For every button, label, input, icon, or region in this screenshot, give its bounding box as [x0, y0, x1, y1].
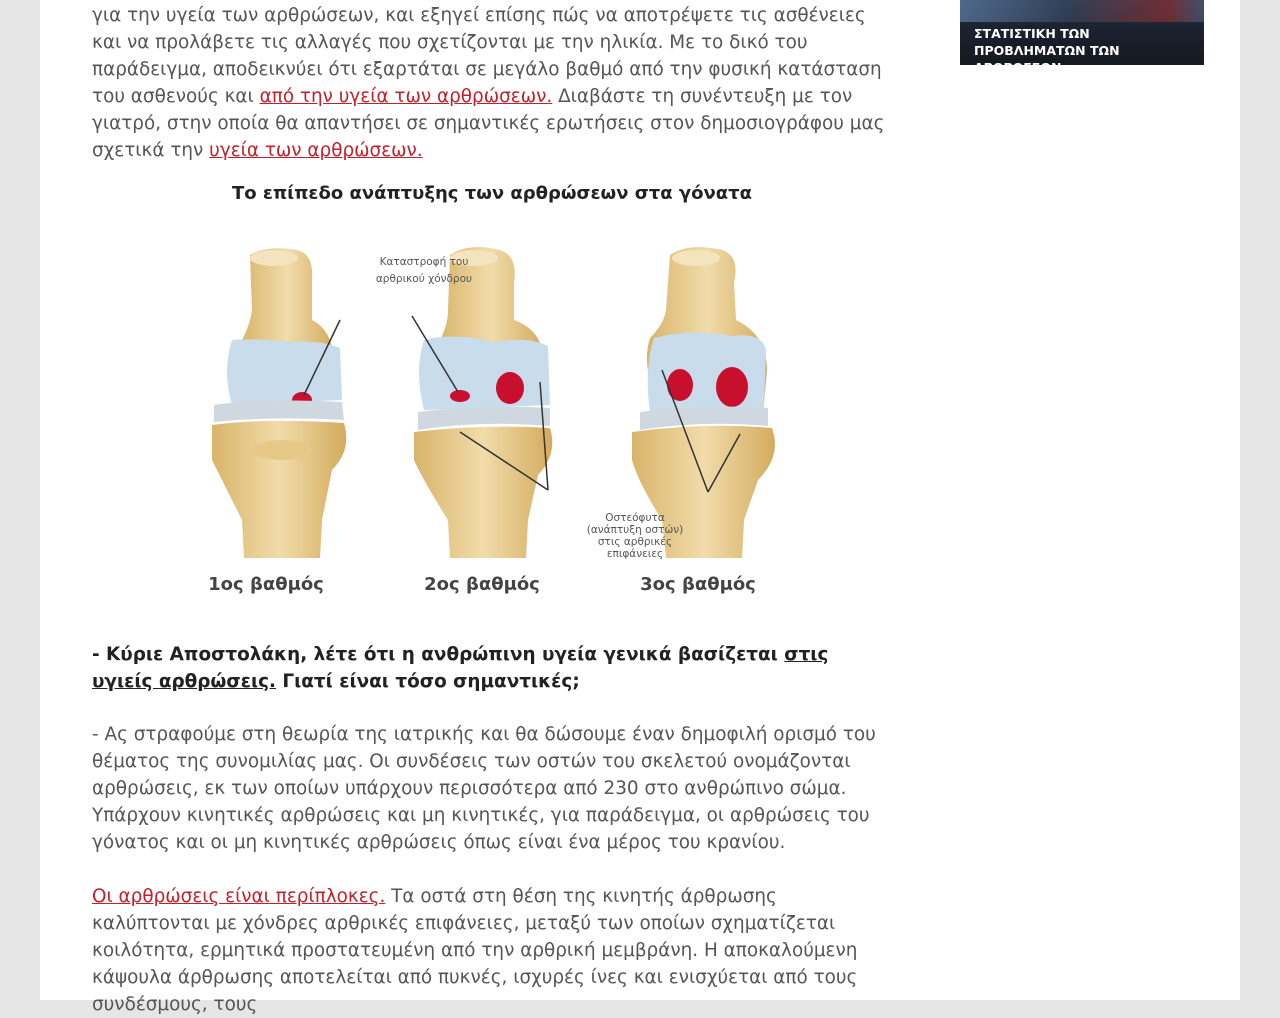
label-osteo-line2: (ανάπτυξη οστών): [586, 524, 684, 536]
sidebar-card-image: [960, 0, 1204, 22]
grade-2-label: 2ος βαθμός: [424, 574, 540, 595]
joints-complex-paragraph: [92, 883, 892, 1018]
grade-3-label: 3ος βαθμός: [640, 574, 756, 595]
question-text-1: - Κύριε Αποστολάκη, λέτε ότι η ανθρώπινη υγεία γενικά βασίζεται: [92, 644, 785, 665]
link-healthy-joints[interactable]: στις υγιείς αρθρώσεις.: [92, 644, 829, 692]
sidebar-card-statistics[interactable]: [960, 0, 1204, 75]
intro-text-2: Διαβάστε τη συνέντευξη με τον γιατρό, στην οποία θα απαντήσει σε σημαντικές ερωτήσεις στον δημοσιογράφου μας σχετικά την: [92, 86, 885, 161]
question-text-2: Γιατί είναι τόσο σημαντικές;: [276, 671, 580, 692]
joints-complex-text: Τα οστά στη θέση της κινητής άρθρωσης καλύπτονται με χόνδρες αρθρικές επιφάνειες, μεταξύ των οποίων σχηματίζεται κοιλότητα, ερμητικά προστατευμένη από την αρθρική μεμβράνη. Η αποκαλούμενη κάψουλα άρθρωσης αποτελείται από πυκνές, ισχυρές ίνες και ενισχύεται από τους συνδέσμους, τους: [92, 886, 858, 1015]
knee-grade-2: [412, 247, 552, 558]
label-osteo-line1: Οστεόφυτα: [605, 512, 665, 524]
link-joints-complex[interactable]: Οι αρθρώσεις είναι περίπλοκες.: [92, 886, 386, 907]
label-cartilage-line2: αρθρικού χόνδρου: [375, 273, 473, 285]
label-osteo-line4: επιφάνειες: [606, 548, 664, 560]
interview-question: [92, 641, 892, 695]
link-joint-health-1[interactable]: από την υγεία των αρθρώσεων.: [259, 86, 553, 107]
knee-grades-figure: [192, 220, 792, 605]
sidebar-card-title: ΣΤΑΤΙΣΤΙΚΗ ΤΩΝ ΠΡΟΒΛΗΜΑΤΩΝ ΤΩΝ ΑΡΘΡΩΣΕΩΝ: [974, 26, 1120, 75]
intro-text-1: για την υγεία των αρθρώσεων, και εξηγεί επίσης πώς να αποτρέψετε τις ασθένειες και να προλάβετε τις αλλαγές που σχετίζονται με την ηλικία. Με το δικό του παράδειγμα, αποδεικνύει ότι εξαρτάται σε μεγάλο βαθμό από την φυσική κατάσταση του ασθενούς και: [92, 5, 882, 107]
knee-grade-1: [212, 248, 346, 558]
label-cartilage-line1: Καταστροφή του: [379, 256, 469, 268]
answer-paragraph: - Ας στραφούμε στη θεωρία της ιατρικής και θα δώσουμε έναν δημοφιλή ορισμό του θέματος της συνομιλίας μας. Οι συνδέσεις των οστών του σκελετού ονομάζονται αρθρώσεις, εκ των οποίων υπάρχουν περισσότερα από 230 στο ανθρώπινο σώμα. Υπάρχουν κινητικές αρθρώσεις και μη κινητικές, για παράδειγμα, οι αρθρώσεις του γόνατος και οι μη κινητικές αρθρώσεις όπως είναι ένα μέρος του κρανίου.: [92, 724, 876, 853]
intro-paragraph: [92, 2, 892, 164]
label-osteo-line3: στις αρθρικές: [597, 536, 673, 548]
page: [40, 0, 1240, 1015]
link-joint-health-2[interactable]: υγεία των αρθρώσεων.: [209, 140, 423, 161]
figure-caption: Το επίπεδο ανάπτυξης των αρθρώσεων στα γόνατα: [232, 183, 752, 204]
grade-1-label: 1ος βαθμός: [208, 574, 324, 595]
knee-illustration: [192, 220, 792, 605]
